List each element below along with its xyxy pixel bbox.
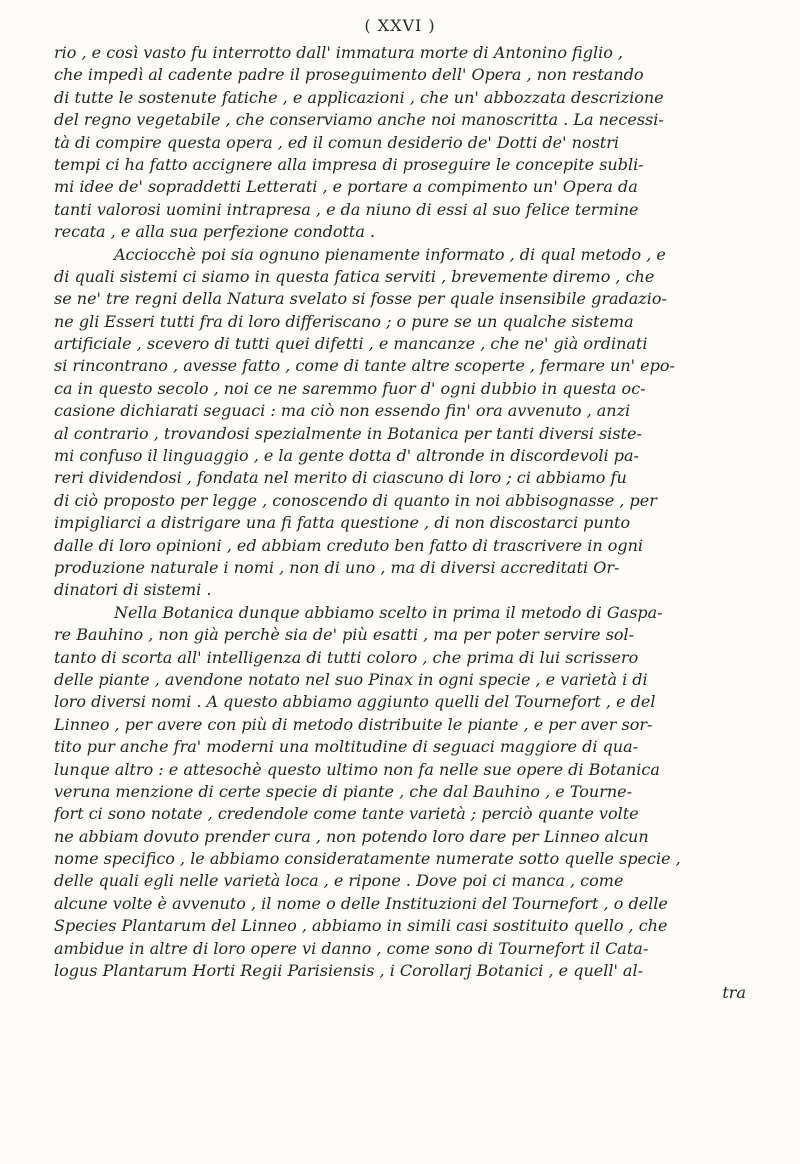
text-line: si rincontrano , avesse fatto , come di tante altre scoperte , fermare un' epo- xyxy=(54,356,675,376)
text-line: lunque altro : e attesochè questo ultimo non fa nelle sue opere di Botanica xyxy=(54,759,660,779)
paragraph-start-line: Nella Botanica dunque abbiamo scelto in prima il metodo di Gaspa- xyxy=(114,602,663,622)
text-line: mi confuso il linguaggio , e la gente dotta d' altronde in discordevoli pa- xyxy=(54,446,639,466)
text-line: tanti valorosi uomini intrapresa , e da niuno di essi al suo felice termine xyxy=(54,199,639,219)
text-line: di quali sistemi ci siamo in questa fatica serviti , brevemente diremo , che xyxy=(54,266,655,286)
text-line: re Bauhino , non già perchè sia de' più esatti , ma per poter servire sol- xyxy=(54,625,635,645)
text-line: veruna menzione di certe specie di piante , che dal Bauhino , e Tourne- xyxy=(54,781,633,801)
text-line: loro diversi nomi . A questo abbiamo aggiunto quelli del Tournefort , e del xyxy=(54,692,656,712)
text-line: ambidue in altre di loro opere vi danno , come sono di Tournefort il Cata- xyxy=(54,938,649,958)
text-line: Linneo , per avere con più di metodo distribuite le piante , e per aver sor- xyxy=(54,714,653,734)
text-line: se ne' tre regni della Natura svelato si fosse per quale insensibile gradazio- xyxy=(54,289,667,309)
text-line: del regno vegetabile , che conserviamo anche noi manoscritta . La necessi- xyxy=(54,110,664,130)
text-line: fort ci sono notate , credendole come tante varietà ; perciò quante volte xyxy=(54,804,639,824)
text-line: recata , e alla sua perfezione condotta . xyxy=(54,222,376,242)
text-line: artificiale , scevero di tutti quei difetti , e mancanze , che ne' già ordinati xyxy=(54,334,648,354)
text-line: di tutte le sostenute fatiche , e applicazioni , che un' abbozzata descrizione xyxy=(54,87,664,107)
text-line: ne abbiam dovuto prender cura , non potendo loro dare per Linneo alcun xyxy=(54,826,649,846)
text-line: dinatori di sistemi . xyxy=(54,580,212,600)
text-line: reri dividendosi , fondata nel merito di ciascuno di loro ; ci abbiamo fu xyxy=(54,468,627,488)
text-line: alcune volte è avvenuto , il nome o delle Instituzioni del Tournefort , o delle xyxy=(54,893,668,913)
catchword: tra xyxy=(722,983,746,1003)
page-number: ( XXVI ) xyxy=(364,16,436,35)
text-line: al contrario , trovandosi spezialmente in Botanica per tanti diversi siste- xyxy=(54,423,642,443)
text-line: Species Plantarum del Linneo , abbiamo in simili casi sostituito quello , che xyxy=(54,916,668,936)
text-line: ca in questo secolo , noi ce ne saremmo fuor d' ogni dubbio in questa oc- xyxy=(54,378,646,398)
text-line: produzione naturale i nomi , non di uno , ma di diversi accreditati Or- xyxy=(54,557,620,577)
paragraph-start-line: Acciocchè poi sia ognuno pienamente informato , di qual metodo , e xyxy=(114,244,666,264)
text-line: logus Plantarum Horti Regii Parisiensis , i Corollarj Botanici , e quell' al- xyxy=(54,961,643,981)
text-line: rio , e così vasto fu interrotto dall' immatura morte di Antonino figlio , xyxy=(54,43,624,62)
text-line: tanto di scorta all' intelligenza di tutti coloro , che prima di lui scrissero xyxy=(54,647,639,667)
text-line: tempi ci ha fatto accignere alla impresa di proseguire le concepite subli- xyxy=(54,154,644,174)
text-line: impigliarci a distrigare una fi fatta questione , di non discostarci punto xyxy=(54,513,631,533)
text-line: delle quali egli nelle varietà loca , e ripone . Dove poi ci manca , come xyxy=(54,871,624,891)
text-line: ne gli Esseri tutti fra di loro differiscano ; o pure se un qualche sistema xyxy=(54,311,634,331)
text-line: delle piante , avendone notato nel suo Pinax in ogni specie , e varietà i di xyxy=(54,669,648,689)
text-line: casione dichiarati seguaci : ma ciò non essendo fin' ora avvenuto , anzi xyxy=(54,401,631,421)
text-line: che impedì al cadente padre il proseguimento dell' Opera , non restando xyxy=(54,65,644,85)
text-line: tito pur anche fra' moderni una moltitudine di seguaci maggiore di qua- xyxy=(54,737,639,757)
text-line: mi idee de' sopraddetti Letterati , e portare a compimento un' Opera da xyxy=(54,177,638,197)
text-line: nome specifico , le abbiamo consideratamente numerate sotto quelle specie , xyxy=(54,849,681,869)
body-text xyxy=(54,42,770,1005)
text-line: dalle di loro opinioni , ed abbiam creduto ben fatto di trascrivere in ogni xyxy=(54,535,644,555)
text-line: di ciò proposto per legge , conoscendo di quanto in noi abbisognasse , per xyxy=(54,490,657,510)
text-line: tà di compire questa opera , ed il comun desiderio de' Dotti de' nostri xyxy=(54,132,619,152)
